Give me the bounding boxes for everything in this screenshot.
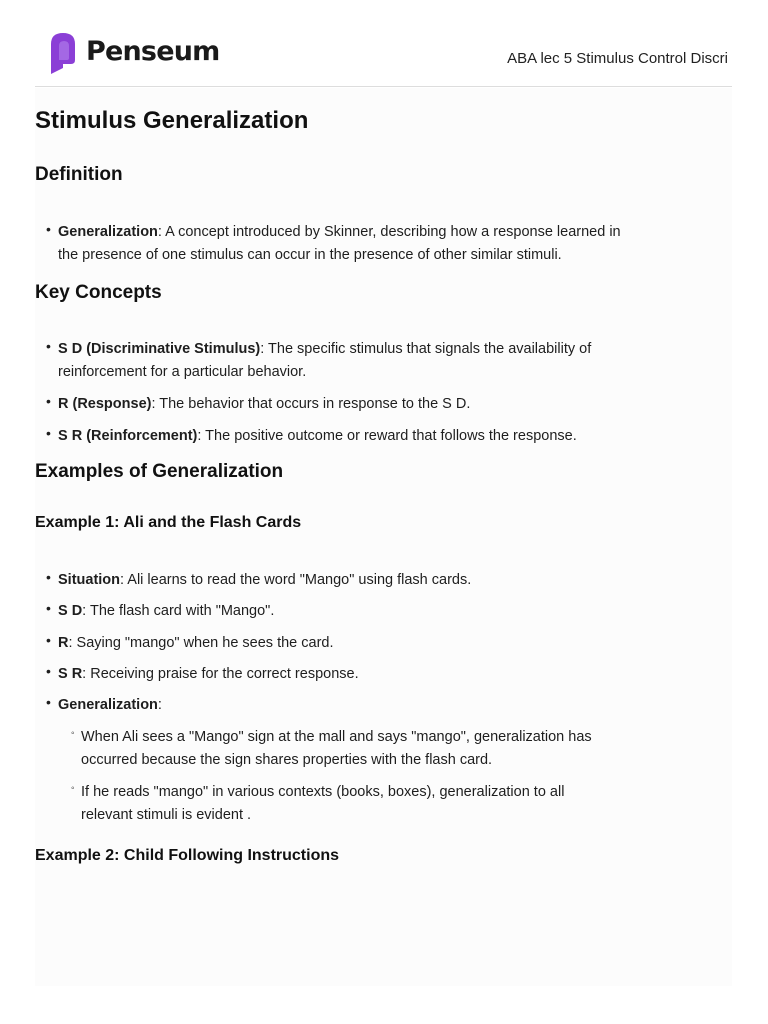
sub-item-text: When Ali sees a "Mango" sign at the mall and says "mango", generalization has	[81, 729, 592, 745]
item-text-continued: reinforcement for a particular behavior.	[58, 364, 307, 380]
item-text: : Receiving praise for the correct response.	[82, 666, 359, 682]
section-heading-examples: Examples of Generalization	[35, 461, 284, 482]
sub-item-text-continued: relevant stimuli is evident .	[81, 807, 252, 823]
document-title: ABA lec 5 Stimulus Control Discri	[507, 50, 728, 67]
term: Generalization	[58, 697, 158, 713]
term: R	[58, 635, 69, 651]
bullet-icon: •	[46, 221, 51, 237]
circle-bullet-icon: ◦	[71, 783, 75, 794]
list-item	[46, 663, 359, 686]
bullet-icon: •	[46, 393, 51, 409]
item-text: : Ali learns to read the word "Mango" using flash cards.	[120, 572, 472, 588]
term: S D	[58, 603, 83, 619]
bullet-icon: •	[46, 338, 51, 354]
term: S D (Discriminative Stimulus)	[58, 341, 261, 357]
sub-list-item	[71, 781, 565, 804]
list-item	[46, 221, 621, 244]
circle-bullet-icon: ◦	[71, 728, 75, 739]
list-item	[46, 694, 162, 717]
item-text: : The specific stimulus that signals the availability of	[260, 341, 592, 357]
sub-item-text: If he reads "mango" in various contexts (books, boxes), generalization to all	[81, 784, 565, 800]
penseum-logo-icon	[48, 30, 78, 74]
brand-logo[interactable]	[48, 30, 219, 74]
list-item	[46, 600, 275, 623]
header-divider	[35, 86, 732, 87]
bullet-icon: •	[46, 632, 51, 648]
list-item	[46, 569, 472, 592]
item-text: : The behavior that occurs in response to the S D.	[151, 396, 471, 412]
list-item	[46, 338, 592, 361]
list-item	[46, 632, 334, 655]
brand-name: Penseum	[86, 36, 220, 67]
bullet-icon: •	[46, 600, 51, 616]
item-text: : A concept introduced by Skinner, describing how a response learned in	[157, 224, 621, 240]
page-title: Stimulus Generalization	[35, 107, 309, 134]
sub-item-text-continued: occurred because the sign shares properties with the flash card.	[81, 752, 493, 768]
bullet-icon: •	[46, 663, 51, 679]
item-text: : Saying "mango" when he sees the card.	[68, 635, 334, 651]
bullet-icon: •	[46, 569, 51, 585]
term: S R	[58, 666, 83, 682]
item-text: : The positive outcome or reward that follows the response.	[197, 428, 577, 444]
term: S R (Reinforcement)	[58, 428, 198, 444]
sub-list-item	[71, 726, 592, 749]
term: Situation	[58, 572, 121, 588]
bullet-icon: •	[46, 694, 51, 710]
subsection-heading-example-1: Example 1: Ali and the Flash Cards	[35, 514, 302, 531]
section-heading-definition: Definition	[35, 164, 123, 185]
bullet-icon: •	[46, 425, 51, 441]
list-item	[46, 425, 577, 448]
list-item	[46, 393, 471, 416]
item-text: : The flash card with "Mango".	[82, 603, 275, 619]
header	[0, 0, 768, 88]
subsection-heading-example-2: Example 2: Child Following Instructions	[35, 847, 340, 864]
section-heading-key-concepts: Key Concepts	[35, 282, 162, 303]
term: R (Response)	[58, 396, 152, 412]
item-text: :	[157, 697, 162, 713]
term: Generalization	[58, 224, 158, 240]
item-text-continued: the presence of one stimulus can occur in the presence of other similar stimuli.	[58, 247, 562, 263]
